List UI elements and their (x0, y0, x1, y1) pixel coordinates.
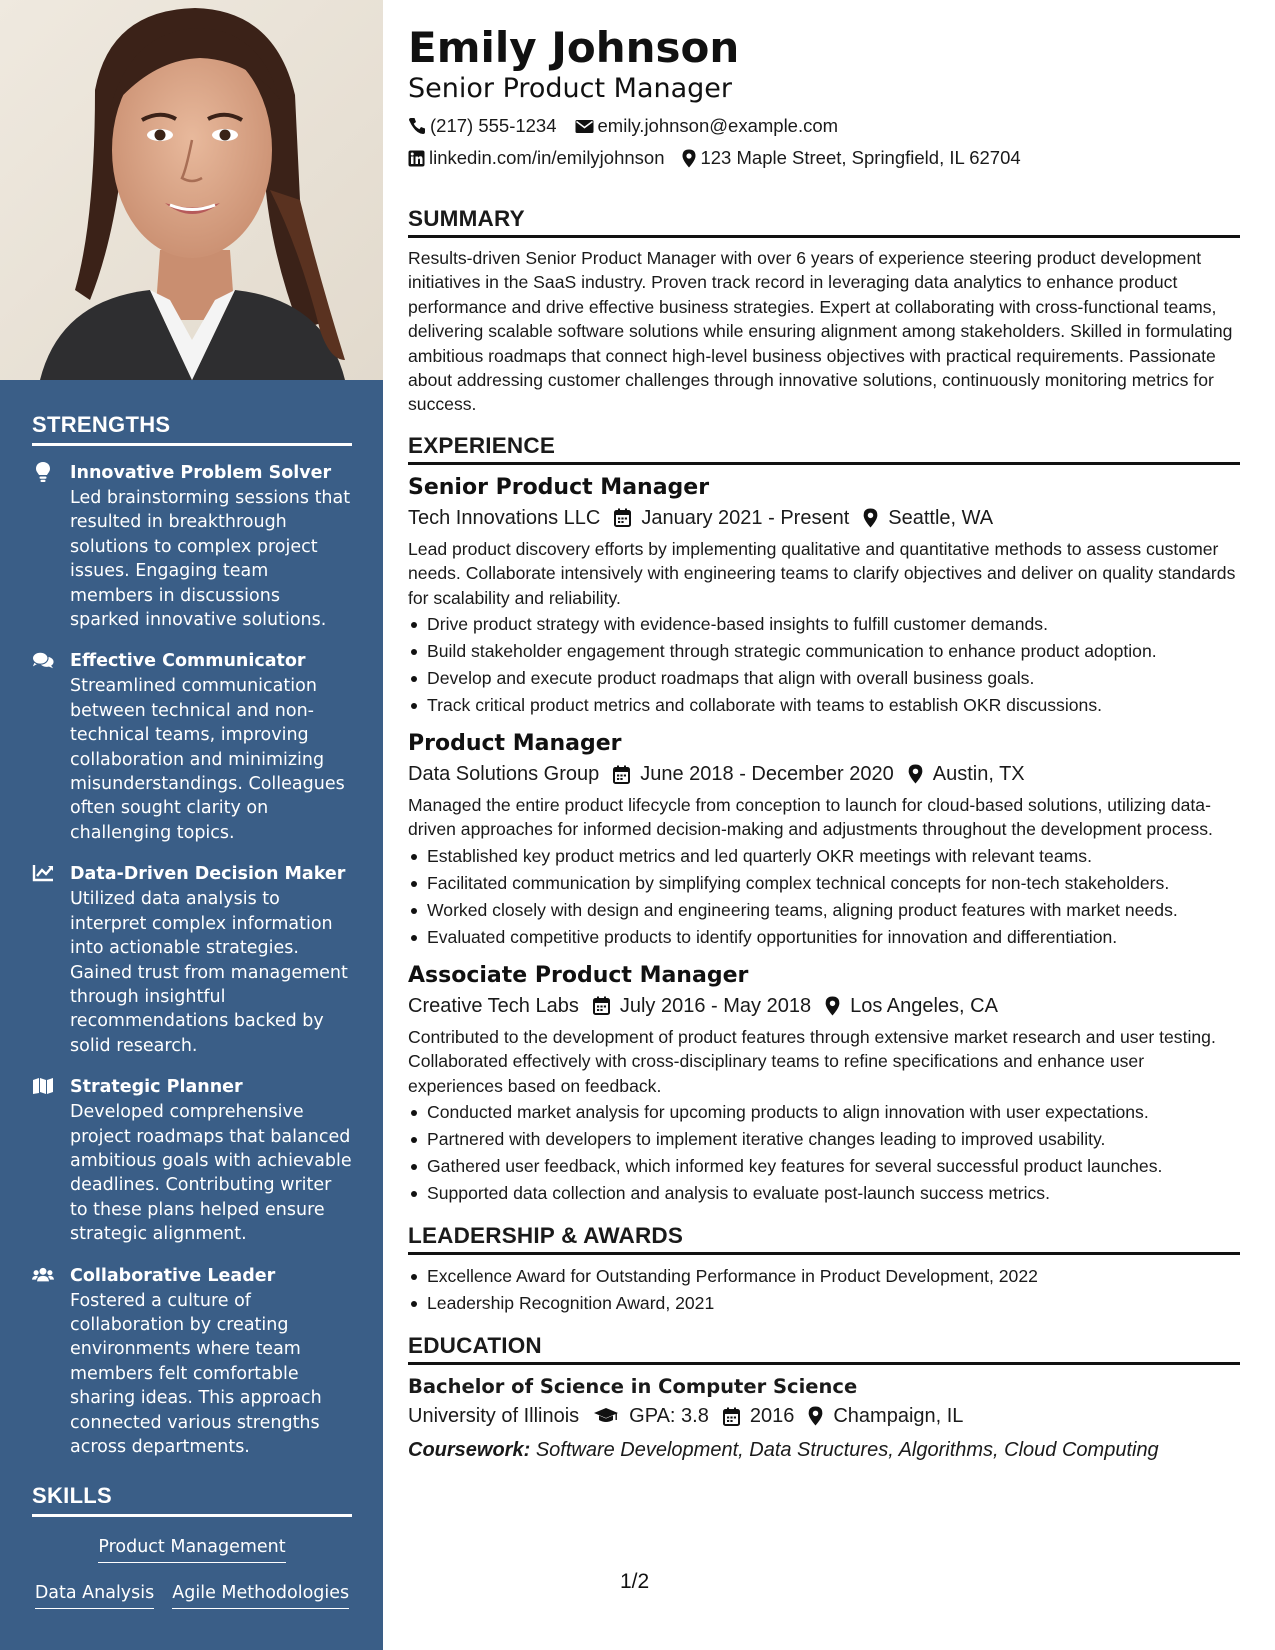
list-item: Partnered with developers to implement iterative changes leading to improved usability. (408, 1126, 1240, 1153)
list-item: Drive product strategy with evidence-based insights to fulfill customer demands. (408, 611, 1240, 638)
list-item: Conducted market analysis for upcoming products to align innovation with user expectations. (408, 1099, 1240, 1126)
skill-tag: Agile Methodologies (172, 1581, 349, 1609)
coursework (408, 1435, 1240, 1465)
job-bullets (408, 843, 1240, 951)
list-item: Evaluated competitive products to identify opportunities for innovation and differentiation. (408, 924, 1240, 951)
graduation-cap-icon (593, 1407, 619, 1425)
skill-tag: Product Management (98, 1535, 285, 1563)
strengths-heading: STRENGTHS (32, 412, 352, 446)
company: Data Solutions Group (408, 763, 600, 786)
list-item: Build stakeholder engagement through strategic communication to enhance product adoption. (408, 638, 1240, 665)
calendar-icon (614, 508, 631, 527)
skills-list (32, 1531, 352, 1609)
job-location (908, 759, 1025, 789)
awards-section (408, 1223, 1240, 1317)
company: Creative Tech Labs (408, 994, 579, 1017)
experience-heading: EXPERIENCE (408, 433, 1240, 465)
envelope-icon (575, 119, 594, 134)
strength-item (32, 648, 352, 845)
location-text: Los Angeles, CA (850, 994, 998, 1017)
summary-section (408, 206, 1240, 417)
strength-desc: Developed comprehensive project roadmaps that balanced ambitious goals with achievable deadlines. Contributing writer to these plans helped ensure strategic alignment. (70, 1102, 352, 1245)
summary-text: Results-driven Senior Product Manager with over 6 years of experience steering product development initiatives in the SaaS industry. Proven track record in leveraging data analytics to enhance product performance and drive effective business strategies. Expert at collaborating with cross-functional teams, delivering scalable software solutions while ensuring alignment among stakeholders. Skilled in formulating ambitious roadmaps that connect high-level business objectives with practical requirements. Passionate about addressing customer challenges through innovative solutions, continuously monitoring metrics for success. (408, 248, 1233, 415)
job-entry (408, 473, 1240, 719)
location-text: Champaign, IL (833, 1405, 964, 1428)
job-location (825, 991, 998, 1021)
strength-desc: Streamlined communication between technical and non-technical teams, improving collaboration and minimizing misunderstandings. Colleagues often sought clarity on challenging topics. (70, 676, 345, 843)
map-icon (32, 1076, 54, 1096)
job-meta (408, 503, 1240, 533)
strength-desc: Utilized data analysis to interpret complex information into actionable strategies. Gained trust from management through insightful recommendations backed by solid research. (70, 889, 348, 1056)
map-marker-icon (825, 996, 840, 1016)
education-heading: EDUCATION (408, 1333, 1240, 1365)
address-contact (682, 142, 1020, 174)
map-marker-icon (863, 508, 878, 528)
users-icon (32, 1265, 54, 1285)
job-meta (408, 759, 1240, 789)
job-bullets (408, 1099, 1240, 1207)
strength-desc: Fostered a culture of collaboration by creating environments where team members felt comfortable sharing ideas. This approach connected various strengths across departments. (70, 1290, 322, 1457)
coursework-list: Software Development, Data Structures, Algorithms, Cloud Computing (535, 1439, 1159, 1462)
location-text: Austin, TX (932, 763, 1025, 786)
page-number: 1/2 (620, 1570, 650, 1593)
email-address[interactable]: emily.johnson@example.com (597, 115, 839, 136)
email-contact[interactable] (575, 110, 839, 142)
list-item: Track critical product metrics and collaborate with teams to establish OKR discussions. (408, 692, 1240, 719)
contact-row (408, 110, 1240, 142)
education-location (808, 1401, 963, 1431)
year-text: 2016 (749, 1405, 795, 1428)
address: 123 Maple Street, Springfield, IL 62704 (700, 147, 1021, 168)
phone-number: (217) 555-1234 (430, 115, 557, 136)
linkedin-contact[interactable] (408, 142, 664, 174)
date-range: January 2021 - Present (641, 506, 850, 529)
list-item: Leadership Recognition Award, 2021 (408, 1290, 1240, 1317)
skills-heading: SKILLS (32, 1483, 352, 1517)
job-bullets (408, 611, 1240, 719)
contact-row (408, 142, 1240, 174)
school-name: University of Illinois (408, 1405, 580, 1428)
gpa-text: GPA: 3.8 (629, 1405, 709, 1428)
list-item: Established key product metrics and led quarterly OKR meetings with relevant teams. (408, 843, 1240, 870)
linkedin-icon (408, 150, 425, 167)
degree-title: Bachelor of Science in Computer Science (408, 1375, 858, 1399)
job-meta (408, 991, 1240, 1021)
candidate-title: Senior Product Manager (408, 73, 733, 104)
phone-icon (408, 117, 426, 135)
job-description: Contributed to the development of product features through extensive market research and user testing. Collaborated effectively with cross-disciplinary teams to refine specifications and enhance user experiences based on feedback. (408, 1026, 1216, 1096)
job-location (863, 503, 993, 533)
phone-contact (408, 110, 557, 142)
map-marker-icon (908, 764, 923, 784)
calendar-icon (723, 1407, 740, 1426)
main-content (408, 22, 1240, 1465)
list-item: Supported data collection and analysis to evaluate post-launch success metrics. (408, 1180, 1240, 1207)
date-range: June 2018 - December 2020 (640, 763, 894, 786)
strength-title: Innovative Problem Solver (70, 463, 332, 483)
linkedin-url[interactable]: linkedin.com/in/emilyjohnson (429, 147, 665, 168)
job-dates (613, 759, 894, 789)
date-range: July 2016 - May 2018 (619, 994, 812, 1017)
strength-item (32, 861, 352, 1058)
job-entry (408, 961, 1240, 1207)
education-section (408, 1333, 1240, 1465)
job-description: Managed the entire product lifecycle from conception to launch for cloud-based solutions, utilizing data-driven approaches for informed decision-making and adjustments throughout the development process. (408, 795, 1213, 840)
job-title: Associate Product Manager (408, 962, 749, 988)
coursework-label: Coursework: (408, 1439, 531, 1462)
map-marker-icon (682, 149, 696, 168)
strength-title: Effective Communicator (70, 651, 306, 672)
job-title: Senior Product Manager (408, 474, 710, 500)
sidebar-content (32, 412, 352, 1609)
strength-item (32, 1074, 352, 1246)
list-item: Gathered user feedback, which informed key features for several successful product launches. (408, 1153, 1240, 1180)
chart-line-icon (32, 863, 54, 883)
strength-title: Strategic Planner (70, 1077, 243, 1098)
strength-desc: Led brainstorming sessions that resulted in breakthrough solutions to complex project issues. Engaging team members in discussions sparked innovative solutions. (70, 488, 351, 631)
lightbulb-icon (32, 462, 54, 482)
strength-title: Data-Driven Decision Maker (70, 864, 346, 885)
job-entry (408, 729, 1240, 951)
profile-photo (0, 0, 383, 380)
awards-heading: LEADERSHIP & AWARDS (408, 1223, 1240, 1255)
candidate-name: Emily Johnson (408, 23, 740, 72)
list-item: Worked closely with design and engineering teams, aligning product features with market needs. (408, 897, 1240, 924)
comments-icon (32, 650, 54, 670)
job-title: Product Manager (408, 731, 622, 757)
company: Tech Innovations LLC (408, 506, 601, 529)
list-item: Excellence Award for Outstanding Performance in Product Development, 2022 (408, 1263, 1240, 1290)
gpa (593, 1401, 709, 1431)
graduation-year (723, 1401, 795, 1431)
job-dates (593, 991, 811, 1021)
job-dates (614, 503, 849, 533)
strength-title: Collaborative Leader (70, 1265, 276, 1286)
summary-heading: SUMMARY (408, 206, 1240, 238)
sidebar (0, 0, 383, 1650)
education-meta (408, 1401, 1240, 1431)
awards-list (408, 1263, 1240, 1317)
calendar-icon (613, 765, 630, 784)
calendar-icon (593, 996, 610, 1015)
list-item: Develop and execute product roadmaps that align with overall business goals. (408, 665, 1240, 692)
experience-section (408, 433, 1240, 1207)
map-marker-icon (808, 1406, 823, 1426)
skill-tag: Data Analysis (35, 1581, 154, 1609)
job-description: Lead product discovery efforts by implementing qualitative and quantitative methods to assess customer needs. Collaborate intensively with engineering teams to clarify objectives and deliver on quality standards for scalability and reliability. (408, 538, 1236, 608)
location-text: Seattle, WA (888, 506, 994, 529)
strength-item (32, 1263, 352, 1460)
strength-item (32, 460, 352, 632)
list-item: Facilitated communication by simplifying complex technical concepts for non-tech stakeholders. (408, 870, 1240, 897)
